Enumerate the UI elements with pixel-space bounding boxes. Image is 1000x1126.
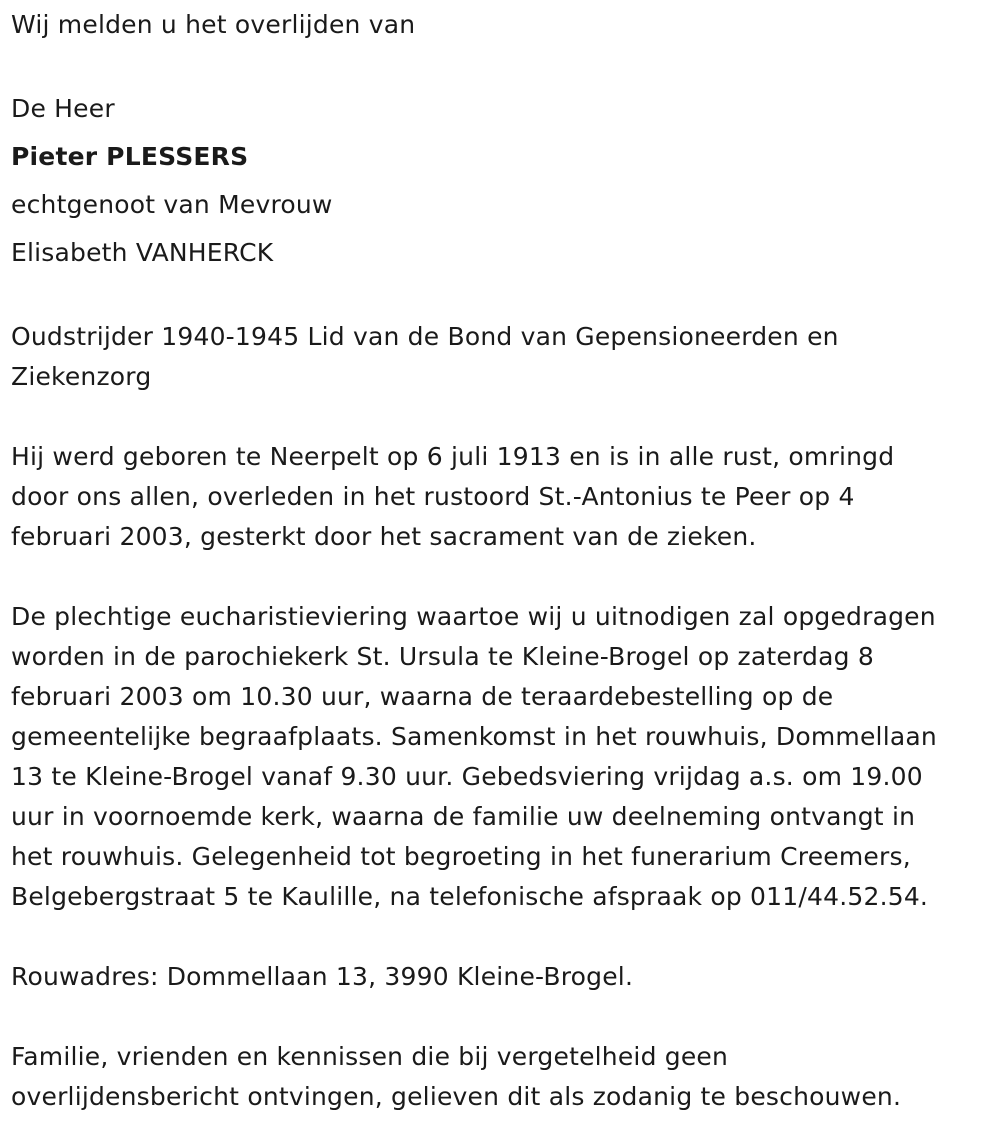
ceremony-line: uur in voornoemde kerk, waarna de familie uw deelneming ontvangt in: [11, 802, 916, 831]
closing-line: overlijdensbericht ontvingen, gelieven dit als zodanig te beschouwen.: [11, 1082, 902, 1111]
closing-paragraph: [11, 1037, 985, 1117]
affiliation-paragraph: [11, 317, 985, 397]
biography-line: door ons allen, overleden in het rustoord St.-Antonius te Peer op 4: [11, 482, 855, 511]
affiliation-line: Oudstrijder 1940-1945 Lid van de Bond van Gepensioneerden en: [11, 322, 839, 351]
biography-line: februari 2003, gesterkt door het sacrament van de zieken.: [11, 522, 757, 551]
spacer: [11, 997, 985, 1037]
ceremony-line: Belgebergstraat 5 te Kaulille, na telefonische afspraak op 011/44.52.54.: [11, 882, 929, 911]
mourning-address: Rouwadres: Dommellaan 13, 3990 Kleine-Brogel.: [11, 962, 634, 991]
ceremony-line: worden in de parochiekerk St. Ursula te Kleine-Brogel op zaterdag 8: [11, 642, 874, 671]
ceremony-paragraph: [11, 597, 985, 917]
ceremony-line: februari 2003 om 10.30 uur, waarna de teraardebestelling op de: [11, 682, 834, 711]
spacer: [11, 45, 985, 85]
affiliation-line: Ziekenzorg: [11, 362, 152, 391]
spouse-name: Elisabeth VANHERCK: [11, 238, 274, 267]
biography-line: Hij werd geboren te Neerpelt op 6 juli 1913 en is in alle rust, omringd: [11, 442, 895, 471]
deceased-name: Pieter PLESSERS: [11, 142, 249, 171]
ceremony-line: 13 te Kleine-Brogel vanaf 9.30 uur. Gebedsviering vrijdag a.s. om 19.00: [11, 762, 923, 791]
title-prefix: De Heer: [11, 94, 115, 123]
biography-paragraph: [11, 437, 985, 557]
spacer: [11, 277, 985, 317]
ceremony-line: het rouwhuis. Gelegenheid tot begroeting in het funerarium Creemers,: [11, 842, 911, 871]
closing-line: Familie, vrienden en kennissen die bij vergetelheid geen: [11, 1042, 729, 1071]
spacer: [11, 917, 985, 957]
ceremony-line: De plechtige eucharistieviering waartoe wij u uitnodigen zal opgedragen: [11, 602, 936, 631]
spacer: [11, 397, 985, 437]
intro-text: Wij melden u het overlijden van: [11, 10, 416, 39]
spacer: [11, 557, 985, 597]
ceremony-line: gemeentelijke begraafplaats. Samenkomst in het rouwhuis, Dommellaan: [11, 722, 937, 751]
spouse-label: echtgenoot van Mevrouw: [11, 190, 333, 219]
